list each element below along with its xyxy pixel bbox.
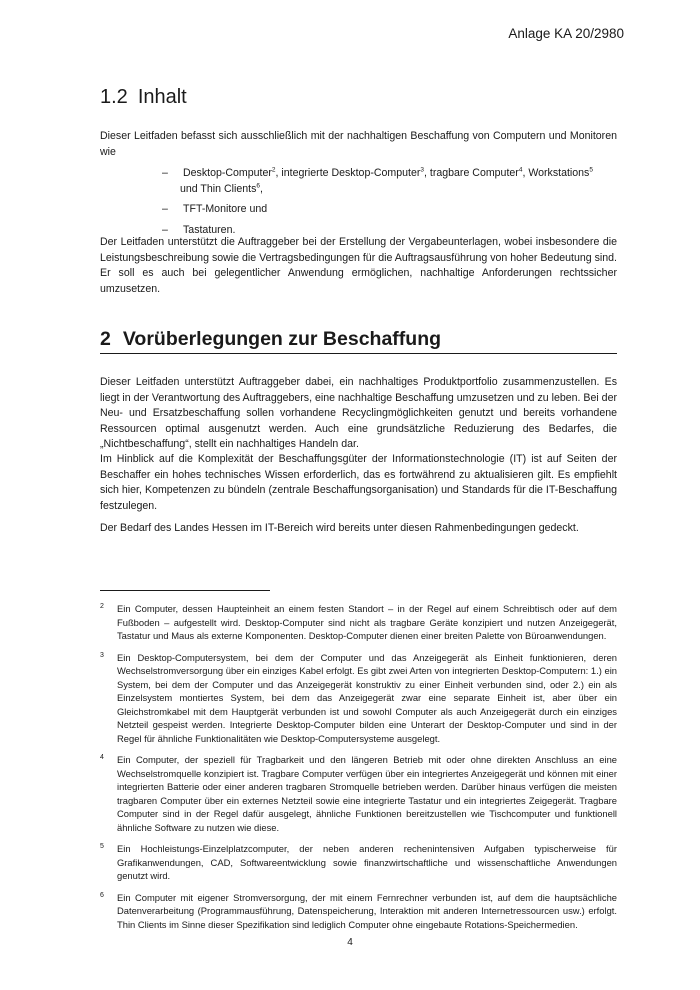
footnote [100,891,617,932]
section-number: 1.2 [100,86,128,108]
list-item [162,166,617,197]
product-list [162,166,617,243]
footnote-number: 6 [100,891,104,899]
section-title: Inhalt [137,86,187,108]
footnote-number: 4 [100,754,104,761]
footnote [100,651,617,746]
list-item [162,202,617,218]
footnote-ref[interactable]: 6 [256,182,260,190]
document-reference: Anlage KA 20/2980 [508,26,624,41]
section-number: 2 [100,328,111,350]
dash-marker: – [162,203,168,216]
footnote-number: 3 [100,651,104,659]
footnote-separator [100,590,270,591]
list-text: , Workstations [522,167,590,179]
dash-marker: – [162,223,168,236]
footnote-ref[interactable]: 2 [271,166,276,174]
footnote-text: Ein Desktop-Computersystem, bei dem der Computer und das Anzeigegerät als Einheit funktionieren, deren Wechselstromversorgung über ein einziges Kabel erfolgt. Es gibt zwei Arten von integrierten Desktop-Computern: 1.) ein System, bei dem der Computer und das Anzeigegerät konstruktiv zu einer Einheit verbunden sind, oder 2.) ein als Einzelsystem montiertes System, bei dem das Anzeigegerät zwar eine separate Einheit ist, aber über ein Gleichstromkabel mit dem Hauptgerät verbunden ist und sowohl Computer als auch Anzeigegerät durch ein einziges Netzteil gespeist werden. Integrierte Desktop-Computer bilden eine Unterart der Desktop-Computer und sind in der Regel für ähnliche Funktionalitäten wie Desktop-Computersysteme ausgelegt. [117,651,617,744]
list-text: Desktop-Computer [183,167,272,179]
dash-marker: – [162,167,168,179]
footnote [100,842,617,883]
footnote [100,753,617,834]
list-text: , [260,182,263,195]
footnote-text: Ein Hochleistungs-Einzelplatzcomputer, der neben anderen rechenintensiven Aufgaben typischerweise für Grafikanwendungen, CAD, Softwareentwicklung sowie finanzwirtschaftliche und wissenschaftliche Anwendungen genutzt wird. [117,843,617,881]
list-text: , integrierte Desktop-Computer [275,167,421,179]
footnote-ref[interactable]: 4 [518,166,523,174]
footnote-text: Ein Computer, der speziell für Tragbarkeit und den längeren Betrieb mit oder ohne direkten Anschluss an eine Wechselstromquelle konzipiert ist. Tragbare Computer verfügen über ein integriertes Anzeigegerät und können mit einer integrierten Batterie oder einer anderen tragbaren Stromquelle betrieben werden. Darüber hinaus verfügen die meisten tragbaren Computer über ein externes Netzteil sowie eine integrierte Tastatur und ein integriertes Zeigegerät. Tragbare Computer sind in der Regel dafür ausgelegt, ähnliche Funktionen bereitzustellen wie Tischcomputer und funktionell ähnliche Software zu nutzen wie diese. [117,754,617,833]
footnote [100,602,617,643]
section-2-heading [100,328,617,354]
footnote-number: 5 [100,843,104,850]
list-text: und Thin Clients [180,182,257,195]
footnote-text: Ein Computer mit eigener Stromversorgung, der mit einem Fernrechner verbunden ist, auf dem die hauptsächliche Datenverarbeitung (Programmausführung, Datenspeicherung, Interaktion mit anderen Internetressourcen usw.) erfolgt. Thin Clients im Sinne dieser Spezifikation sind lediglich Computer ohne eingebaute Rotations-Speichermedien. [117,891,617,930]
footnote-ref[interactable]: 5 [589,166,593,174]
list-text: TFT-Monitore und [183,203,268,216]
footnote-number: 2 [100,603,104,610]
guide-purpose-paragraph: Der Leitfaden unterstützt die Auftraggeber bei der Erstellung der Vergabeunterlagen, wobei insbesondere die Leistungsbeschreibung sowie die Vertragsbedingungen für die Auftragsausführung von hoher Bedeutung sind. Er soll es auch bei gelegentlicher Anwendung ermöglichen, nachhaltige Anforderungen rechtssicher umzusetzen. [100,236,617,295]
body-paragraph: Der Bedarf des Landes Hessen im IT-Bereich wird bereits unter diesen Rahmenbedingungen gedeckt. [100,522,579,534]
intro-paragraph: Dieser Leitfaden befasst sich ausschließlich mit der nachhaltigen Beschaffung von Computern und Monitoren wie [100,130,617,158]
footnote-text: Ein Computer, dessen Haupteinheit an einem festen Standort – in der Regel auf einem Schreibtisch oder auf dem Fußboden – aufgestellt wird. Desktop-Computer sind nicht als tragbare Geräte konzipiert und nutzen Anzeigegerät, Tastatur und Maus als externe Komponenten. Desktop-Computer dienen einer breiten Palette von Büroanwendungen. [117,603,617,641]
footnotes [100,602,617,939]
section-1-2-heading [100,86,187,109]
list-text: , tragbare Computer [424,167,519,179]
body-paragraph: Dieser Leitfaden unterstützt Auftraggeber dabei, ein nachhaltiges Produktportfolio zusammenzustellen. Es liegt in der Verantwortung des Auftraggebers, eine nachhaltige Beschaffung umzusetzen und zu leben. Bei der Neu- und Ersatzbeschaffung sollen vorhandene Recyclingmöglichkeiten genutzt und bereits vorhandene Ressourcen optimal ausgenutzt werden. Auch eine grundsätzliche Reduzierung des Bedarfes, die „Nichtbeschaffung“, stellt ein nachhaltiges Handeln dar. [100,376,617,451]
footnote-ref[interactable]: 3 [420,166,424,174]
list-text: Tastaturen. [183,223,236,236]
section-title: Vorüberlegungen zur Beschaffung [122,328,442,350]
body-paragraph: Im Hinblick auf die Komplexität der Beschaffungsgüter der Informationstechnologie (IT) ist auf Seiten der Beschaffer ein hohes technisches Wissen erforderlich, das es fortwährend zu aktualisieren gilt. Es empfiehlt sich hier, Kompetenzen zu bündeln (zentrale Beschaffungsorganisation) und Standards für die IT-Beschaffung festzulegen. [100,453,617,512]
page-number: 4 [347,937,353,948]
